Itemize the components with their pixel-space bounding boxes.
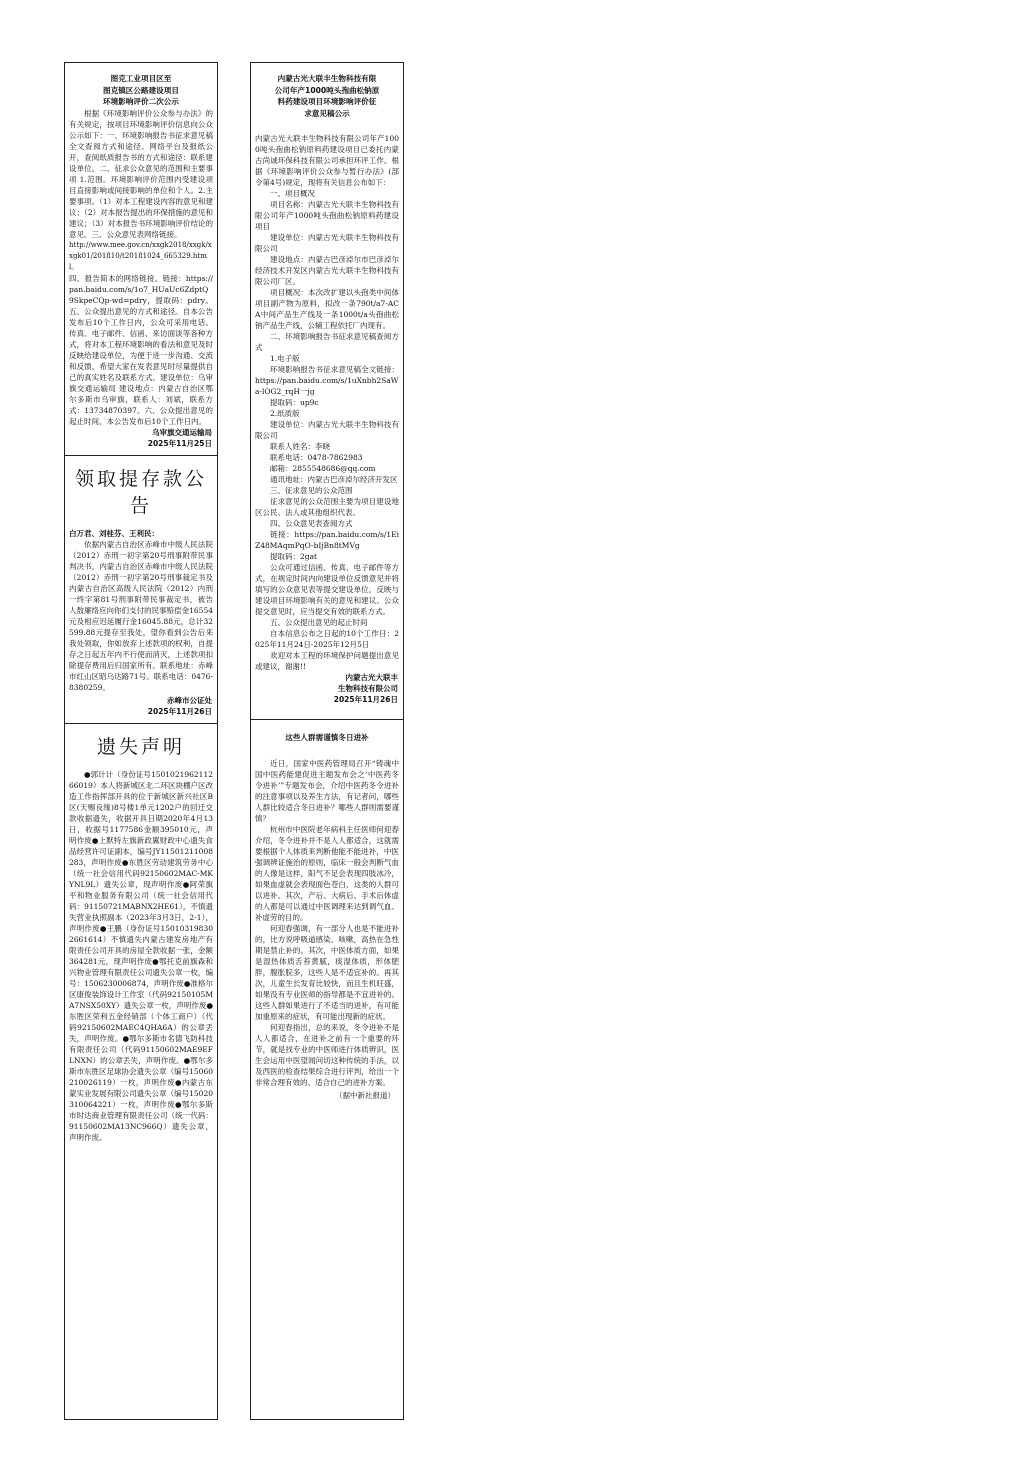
notice-title-line: 公司年产1000吨头孢曲松钠原 <box>274 85 380 95</box>
notice-para: 项目概况：本次改扩建以头孢类中间体项目副产物为原料，拟改一条790t/a7-ACA中间产品生产线及一条1000t/a头孢曲松钠产品生产线，公辅工程依托厂内现有。 <box>255 288 399 330</box>
notice-signer: 乌审旗交通运输局 <box>152 427 212 437</box>
notice-para: 环境影响报告书征求意见稿全文链接：https://pan.baidu.com/s/1uXnbh2SaWa-lOG2_rqH一jg <box>255 365 399 396</box>
notice-para: 二、环境影响报告书征求意见稿查阅方式 <box>255 332 399 352</box>
notice-signer: 生物科技有限公司 <box>338 684 398 693</box>
notice-heading: 遗失声明 <box>96 735 185 758</box>
notice-para: 公众可通过信函、传真、电子邮件等方式，在规定时间内向建设单位反馈意见并将填写的公众意见表等提交建设单位，反映与建设项目环境影响有关的意见和建议。公众提交意见时，应当提交有效的联系方式。 <box>255 563 399 616</box>
notice-para: 1.电子版 <box>270 354 300 363</box>
notice-date: 2025年11月26日 <box>147 706 212 716</box>
article-source: （据中新社报道） <box>335 1090 395 1100</box>
notice-para: 建设地点：内蒙古巴彦淖尔市巴彦淖尔经济技术开发区内蒙古光大联丰生物科技有限公司厂区。 <box>255 255 399 286</box>
notice-para: 自本信息公布之日起的10个工作日：2025年11月24日-2025年12月5日 <box>255 629 399 649</box>
notice-heading: 领取提存款公告 <box>74 467 207 517</box>
notice-para: 三、征求意见的公众范围 <box>270 486 353 495</box>
notice-para: 征求意见的公众范围主要为项目建设地区公民、法人或其他组织代表。 <box>255 497 399 517</box>
divider <box>65 455 217 456</box>
notice-env-assessment <box>65 63 217 449</box>
article-para: 杭州市中医院老年病科主任医师何迎春介绍，冬令进补并不是人人都适合，这就需要根据个人体质来判断他能不能进补，中医强调辨证施治的原则，临床一般会判断气血的人像是这样，阳气不足会表现四肢冰冷，如果血虚就会表现面色苍白，这类的人群可以进补。其次，产后、大病后、手术后体虚的人都是可以通过中医调理来达到调气血、补虚劳的目的。 <box>255 824 399 922</box>
article-para: 近日，国家中医药管理局召开“铸魂中国中医药能建促进主题发布会之‘中医药冬令进补’”专题发布会，介绍中医药冬令进补的注意事项以及养生方法，有记者问，哪些人群比较适合冬日进补？哪些人群则需要谨慎？ <box>255 758 399 823</box>
article-title: 这些人群需谨慎冬日进补 <box>285 733 369 742</box>
column-right <box>250 62 404 1420</box>
notice-para: 提取码：up9c <box>270 398 319 407</box>
notice-para: 建设单位：内蒙古光大联丰生物科技有限公司 <box>255 420 399 440</box>
notice-loss-statements <box>65 732 217 1143</box>
notice-deposit-claim <box>65 464 217 717</box>
notice-para: 2.纸质版 <box>270 409 300 418</box>
notice-date: 2025年11月26日 <box>333 695 398 704</box>
notice-pharma-assessment <box>251 63 403 705</box>
divider <box>65 723 217 724</box>
notice-title-line: 图克工业项目区至 <box>110 74 172 83</box>
column-left <box>64 62 218 1420</box>
notice-para: 建设单位：内蒙古光大联丰生物科技有限公司 <box>255 233 399 253</box>
notice-body: ●郭计计（身份证号150102196211266019）本人将新城区北二环区块棚户区改造工作指挥部开具的位于新城区新兴社区B区(天赐良缘)8号楼1单元1202户的回迁交款收据遗失，收据开具日期2020年4月13日，收据号1177586金额395010元，声明作废●上默特左旗新政翼财政中心遗失食品经营许可证副本，编号JY11501211008283，声明作废●东胜区劳动建筑劳务中心（统一社会信用代码92150602MAC-MKYNL9L）遗失公章，现声明作废●阿荣旗平和物业服务有限公司（统一社会信用代码：91150721MABNX2HE61），不慎遗失营业执照副本（2023年3月3日，2-1），声明作废●王鹏（身份证号150103198302661614）不慎遗失内蒙古建发房地产有限责任公司开具的房屋全款收据一张，金额364281元，现声明作废●鄂托克前旗森和兴物业管理有限责任公司遗失公章一枚，编号：15062300068​74，声明作废●准格尔区康俊装饰设计工作室（代码92150105MA7NSX50XY）遗失公章一枚，声明作废●东胜区荣利五金经销部（个体工商户）（代码92150602MAEC4QHA6A）的公章丢失，声明作废。●鄂尔多斯市名德飞防科技有限责任公司（代码91150602MAE9EFLNXN）的公章丢失，声明作废。●鄂尔多斯市东胜区足球协会遗失公章（编号1506021002​6119）一枚，声明作废●内蒙古东蒙实业发展有限公司遗失公章（编号1502031006​4221）一枚，声明作废●鄂尔多斯市时达商业管理有限责任公司（统一代码：91150602MA13NC966Q）遗失公章，声明作废。 <box>69 769 213 1142</box>
notice-title-line: 内蒙古光大联丰生物科技有限 <box>277 74 377 83</box>
notice-para: 一、项目概况 <box>270 189 315 198</box>
notice-title-line: 料药建设项目环境影响评价征 <box>277 97 377 106</box>
notice-title-line: 环境影响评价二次公示 <box>103 97 179 106</box>
notice-para: 联系人姓名：李晓 <box>270 442 330 451</box>
notice-body-continued: 四、报告简本的网络链接。链接：https://pan.baidu.com/s/1o7_HUaUc6ZdptQ9SkpeCQp-wd=pdry，提取码：pdry。五、公众提出意见的方式和途径。自本公告发布后10个工作日内，公众可采用电话、传真、电子邮件、信函、来访面谈等各种方式，将对本工程环境影响的看法和意见及时反映给建设单位，为便于进一步沟通、交流和反馈，希望大家在发表意见时尽量提供自己的真实姓名及联系方式。建设单位：乌审旗交通运输局 建设地点：内蒙古自治区鄂尔多斯市乌审旗，联系人：刘斌，联系方式：13734870397。六、公众提出意见的起止时间。本公告发布后10个工作日内。 <box>69 273 213 426</box>
notice-para: 欢迎对本工程的环境保护问题提出意见或建议，谢谢!! <box>255 651 399 671</box>
notice-body: 根据《环境影响评价公众参与办法》的有关规定，按项目环境影响评价信息向公众公示如下：一、环境影响报告书征求意见稿全文查阅方式和途径。网络平台及报纸公开，查阅纸质报告书的方式和途径：联系建设单位。二、征求公众意见的范围和主要事项 1.范围。环境影响评价范围内受建设项目直接影响或间接影响的单位和个人。2.主要事项。（1）对本工程建设内容的意见和建议；（2）对本报告提出的环保措施的意见和建议；（3）对本报告书环境影响评价结论的意见。三、公众意见表网络链接。 <box>69 108 213 239</box>
notice-para: 邮箱：2855548686@qq.com <box>270 464 376 473</box>
notice-para: 通讯地址：内蒙古巴彦淖尔经济开发区 <box>270 475 398 484</box>
notice-addressee: 白万君、刘桂芬、王利民： <box>69 528 159 538</box>
notice-signer: 赤峰市公证处 <box>167 695 212 705</box>
notice-para: 链接：https://pan.baidu.com/s/1EiZ48MAqmPqO-bIjBn8tMVg <box>255 530 399 550</box>
notice-url: http://www.mee.gov.cn/xxgk2018/xxgk/xxgk01/201810/t20181024_665329.html。 <box>69 240 212 271</box>
notice-signer: 内蒙古光大联丰 <box>345 673 398 682</box>
notice-date: 2025年11月25日 <box>147 438 212 448</box>
notice-body: 依据内蒙古自治区赤峰市中级人民法院（2012）赤刑一初字第20号刑事附带民事判决书，内蒙古自治区赤峰市中级人民法院（2012）赤刑一初字第20号刑事裁定书及内蒙古自治区高级人民法院（2012）内刑一终字第81号刑事附带民事裁定书，被告人敖廉络应向你们支付的民事赔偿金16554元及相应迟延履行金16045.88元，总计32599.88元提存至我处，望你看到公告后来我处领取，你如放弃上述款项的权利，自提存之日起五年内不行使而消灭，上述款项扣除提存费用后归国家所有。联系地址：赤峰市红山区昭乌达路71号。联系电话：0476-8380259。 <box>69 539 213 692</box>
article-para: 何迎春强调，有一部分人也是不能进补的，比方说呼吸道感染、咳嗽，高热在急性期是禁止补的。其次，中医体质方面，如果是湿热体质舌苔黄腻，痰湿体质，形体肥胖，腹胀脘多，这些人是不适宜补的。再其次，儿童生长发育比较快，而且生机旺盛，如果没有专业医师的指导都是不宜进补的。这些人群如果进行了不适当的进补，有可能加重原来的症状，有可能出现新的症状。 <box>255 923 399 1021</box>
notice-title-line: 求意见稿公示 <box>304 108 350 118</box>
notice-para: 项目名称：内蒙古光大联丰生物科技有限公司年产1000吨头孢曲松钠原料药建设项目 <box>255 200 399 231</box>
notice-para: 四、公众意见表查阅方式 <box>270 519 353 528</box>
notice-para: 五、公众提出意见的起止时间 <box>270 618 368 627</box>
notice-title-line: 图克镇区公路建设项目 <box>103 85 179 95</box>
notice-para: 提取码：2gat <box>270 552 318 561</box>
notice-para: 联系电话：0478-7862983 <box>270 453 363 462</box>
divider <box>251 719 403 720</box>
article-winter-tonic <box>251 732 403 1101</box>
article-para: 何迎春指出，总的来说，冬令进补不是人人都适合，在进补之前有一个重要的环节，就是找专业的中医师进行体质辨识，医生会运用中医望闻问切这种传统的手法，以及西医的检查结果综合进行评判，给出一个非常合理有效的、适合自己的进补方案。 <box>255 1022 399 1087</box>
notice-para: 内蒙古光大联丰生物科技有限公司年产1000吨头孢曲松钠原料药建设项目已委托内蒙古尚诚环保科技有限公司承担环评工作。根据《环境影响评价公众参与暂行办法》(部令第4号)规定，现将有关信息公布如下： <box>255 134 399 187</box>
